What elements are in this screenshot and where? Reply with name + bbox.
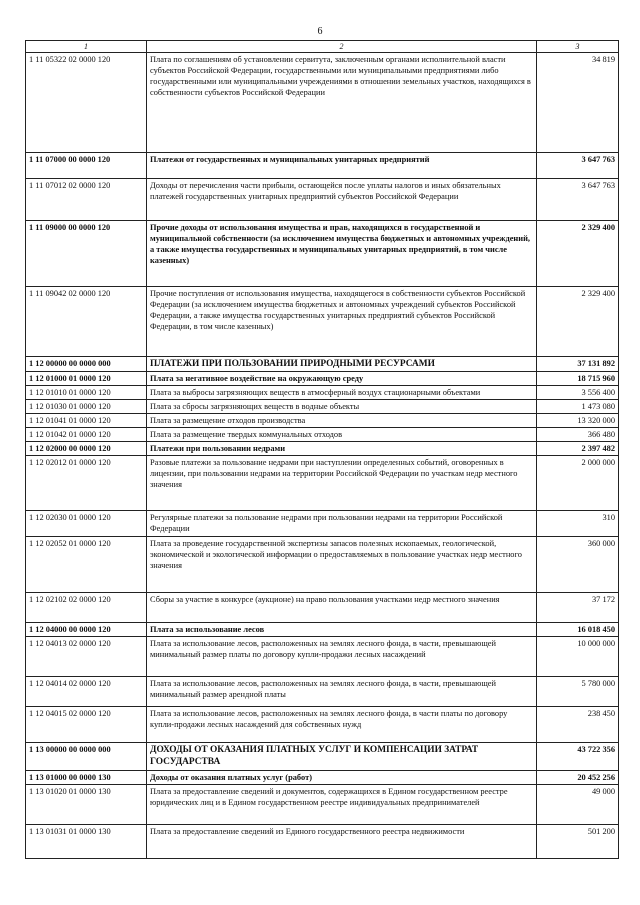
row-sum: 238 450 xyxy=(537,707,619,743)
row-name: Плата за сбросы загрязняющих веществ в водные объекты xyxy=(147,400,537,414)
header-col-2: 2 xyxy=(147,41,537,53)
row-code: 1 12 01030 01 0000 120 xyxy=(26,400,147,414)
row-code: 1 12 02052 01 0000 120 xyxy=(26,537,147,593)
row-sum: 49 000 xyxy=(537,785,619,825)
row-code: 1 11 09000 00 0000 120 xyxy=(26,221,147,287)
table-row xyxy=(26,511,619,537)
row-code: 1 12 01042 01 0000 120 xyxy=(26,428,147,442)
row-name: Прочие доходы от использования имущества и прав, находящихся в государственной и муниципальной собственности (за исключением имущества бюджетных и автономных учреждений, а также имущества государственных и муниципальных унитарных предприятий, в том числе казенных) xyxy=(147,221,537,287)
row-code: 1 12 01041 01 0000 120 xyxy=(26,414,147,428)
row-name: Плата по соглашениям об установлении сервитута, заключенным органами исполнительной власти субъектов Российской Федерации, государственными или муниципальными предприятиями либо государственными или муниципальными учреждениями в отношении земельных участков, находящихся в собственности субъектов Российской Федерации xyxy=(147,53,537,153)
table-row xyxy=(26,593,619,623)
row-sum: 2 397 482 xyxy=(537,442,619,456)
row-code: 1 12 01000 01 0000 120 xyxy=(26,372,147,386)
table-row xyxy=(26,400,619,414)
table-row xyxy=(26,825,619,859)
row-code: 1 11 05322 02 0000 120 xyxy=(26,53,147,153)
table-row xyxy=(26,677,619,707)
table-row xyxy=(26,179,619,221)
row-name: Плата за негативное воздействие на окружающую среду xyxy=(147,372,537,386)
row-name: ДОХОДЫ ОТ ОКАЗАНИЯ ПЛАТНЫХ УСЛУГ И КОМПЕНСАЦИИ ЗАТРАТ ГОСУДАРСТВА xyxy=(147,743,537,771)
row-code: 1 12 04014 02 0000 120 xyxy=(26,677,147,707)
row-code: 1 11 07012 02 0000 120 xyxy=(26,179,147,221)
row-sum: 3 647 763 xyxy=(537,153,619,179)
header-col-1: 1 xyxy=(26,41,147,53)
table-row xyxy=(26,623,619,637)
row-sum: 34 819 xyxy=(537,53,619,153)
row-code: 1 13 00000 00 0000 000 xyxy=(26,743,147,771)
row-sum: 310 xyxy=(537,511,619,537)
row-sum: 3 647 763 xyxy=(537,179,619,221)
budget-revenue-table xyxy=(25,40,619,859)
row-code: 1 12 04000 00 0000 120 xyxy=(26,623,147,637)
table-row xyxy=(26,785,619,825)
row-sum: 1 473 080 xyxy=(537,400,619,414)
row-name: Регулярные платежи за пользование недрами при пользовании недрами на территории Российской Федерации xyxy=(147,511,537,537)
table-row xyxy=(26,707,619,743)
table-row xyxy=(26,537,619,593)
table-row xyxy=(26,442,619,456)
row-name: Плата за использование лесов, расположенных на землях лесного фонда, в части, превышающей минимальный размер платы по договору купли-продажи лесных насаждений xyxy=(147,637,537,677)
row-name: Плата за использование лесов, расположенных на землях лесного фонда, в части платы по договору купли-продажи лесных насаждений для собственных нужд xyxy=(147,707,537,743)
row-code: 1 12 00000 00 0000 000 xyxy=(26,357,147,372)
row-code: 1 11 07000 00 0000 120 xyxy=(26,153,147,179)
row-code: 1 13 01020 01 0000 130 xyxy=(26,785,147,825)
row-name: Плата за выбросы загрязняющих веществ в атмосферный воздух стационарными объектами xyxy=(147,386,537,400)
row-name: Плата за использование лесов, расположенных на землях лесного фонда, в части, превышающей минимальный размер арендной платы xyxy=(147,677,537,707)
row-sum: 2 329 400 xyxy=(537,287,619,357)
row-name: Плата за проведение государственной экспертизы запасов полезных ископаемых, геологической, экономической и экологической информации о предоставляемых в пользование участках недр местного значения xyxy=(147,537,537,593)
row-code: 1 12 04015 02 0000 120 xyxy=(26,707,147,743)
table-row xyxy=(26,386,619,400)
row-name: ПЛАТЕЖИ ПРИ ПОЛЬЗОВАНИИ ПРИРОДНЫМИ РЕСУРСАМИ xyxy=(147,357,537,372)
row-sum: 366 480 xyxy=(537,428,619,442)
table-row xyxy=(26,771,619,785)
row-name: Платежи от государственных и муниципальных унитарных предприятий xyxy=(147,153,537,179)
row-name: Разовые платежи за пользование недрами при наступлении определенных событий, оговоренных в лицензии, при пользовании недрами на территории Российской Федерации по участкам недр местного значения xyxy=(147,456,537,511)
table-row xyxy=(26,637,619,677)
row-name: Плата за размещение твердых коммунальных отходов xyxy=(147,428,537,442)
table-row xyxy=(26,428,619,442)
row-code: 1 12 02012 01 0000 120 xyxy=(26,456,147,511)
row-sum: 20 452 256 xyxy=(537,771,619,785)
table-row xyxy=(26,357,619,372)
row-name: Сборы за участие в конкурсе (аукционе) на право пользования участками недр местного значения xyxy=(147,593,537,623)
row-code: 1 12 02102 02 0000 120 xyxy=(26,593,147,623)
row-sum: 5 780 000 xyxy=(537,677,619,707)
row-sum: 13 320 000 xyxy=(537,414,619,428)
row-sum: 37 131 892 xyxy=(537,357,619,372)
table-row xyxy=(26,287,619,357)
row-code: 1 13 01000 00 0000 130 xyxy=(26,771,147,785)
row-code: 1 12 04013 02 0000 120 xyxy=(26,637,147,677)
row-sum: 43 722 356 xyxy=(537,743,619,771)
row-code: 1 11 09042 02 0000 120 xyxy=(26,287,147,357)
row-code: 1 12 02000 00 0000 120 xyxy=(26,442,147,456)
row-name: Прочие поступления от использования имущества, находящегося в собственности субъектов Российской Федерации (за исключением имущества бюджетных и автономных учреждений субъектов Российской Федерации, а также имущества государственных унитарных предприятий субъектов Российской Федерации, в том числе казенных) xyxy=(147,287,537,357)
row-name: Плата за предоставление сведений из Единого государственного реестра недвижимости xyxy=(147,825,537,859)
row-name: Плата за использование лесов xyxy=(147,623,537,637)
row-sum: 2 000 000 xyxy=(537,456,619,511)
row-sum: 10 000 000 xyxy=(537,637,619,677)
row-name: Плата за предоставление сведений и документов, содержащихся в Едином государственном реестре юридических лиц и в Едином государственном реестре индивидуальных предпринимателей xyxy=(147,785,537,825)
row-code: 1 12 02030 01 0000 120 xyxy=(26,511,147,537)
row-sum: 501 200 xyxy=(537,825,619,859)
table-row xyxy=(26,456,619,511)
table-row xyxy=(26,743,619,771)
row-sum: 16 018 450 xyxy=(537,623,619,637)
row-sum: 3 556 400 xyxy=(537,386,619,400)
row-code: 1 12 01010 01 0000 120 xyxy=(26,386,147,400)
row-sum: 360 000 xyxy=(537,537,619,593)
row-sum: 37 172 xyxy=(537,593,619,623)
row-name: Плата за размещение отходов производства xyxy=(147,414,537,428)
table-row xyxy=(26,53,619,153)
row-name: Доходы от оказания платных услуг (работ) xyxy=(147,771,537,785)
row-name: Доходы от перечисления части прибыли, остающейся после уплаты налогов и иных обязательных платежей государственных унитарных предприятий субъектов Российской Федерации xyxy=(147,179,537,221)
table-row xyxy=(26,372,619,386)
table-row xyxy=(26,414,619,428)
row-sum: 18 715 960 xyxy=(537,372,619,386)
row-name: Платежи при пользовании недрами xyxy=(147,442,537,456)
table-row xyxy=(26,221,619,287)
header-col-3: 3 xyxy=(537,41,619,53)
table-row xyxy=(26,153,619,179)
row-sum: 2 329 400 xyxy=(537,221,619,287)
page-number: 6 xyxy=(317,26,323,37)
row-code: 1 13 01031 01 0000 130 xyxy=(26,825,147,859)
table-header-row xyxy=(26,41,619,53)
